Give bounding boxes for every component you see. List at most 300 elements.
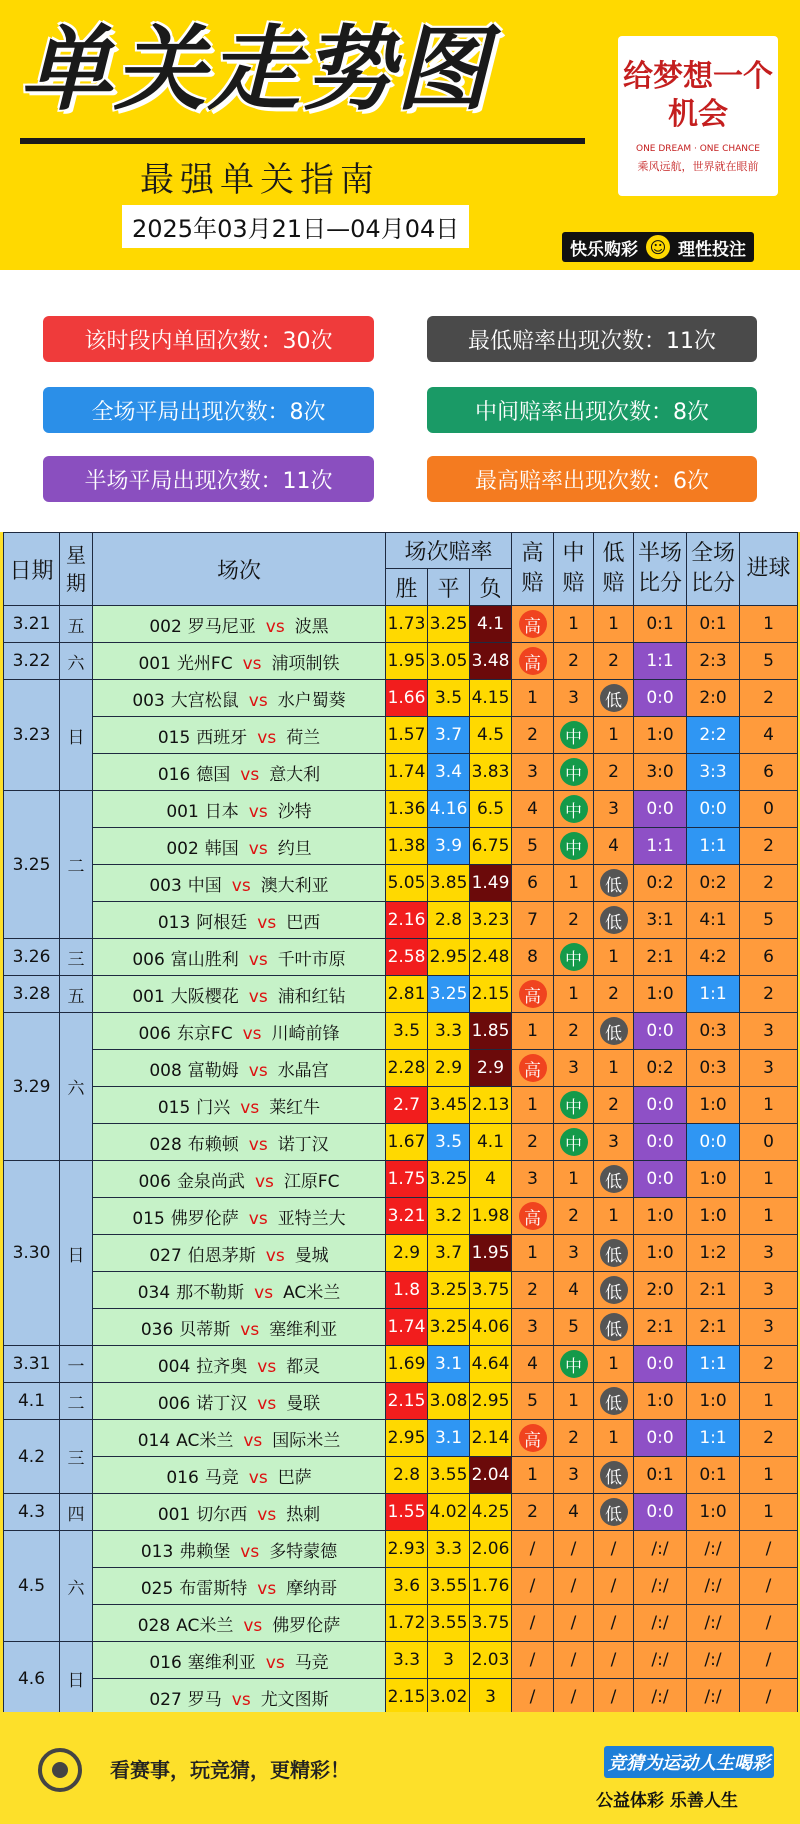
lottery-logo: 竞猜为运动人生喝彩: [604, 1746, 774, 1778]
result-high: /: [512, 1642, 554, 1679]
odds-lose: 4.5: [470, 717, 512, 754]
slogan-right: 理性投注: [678, 239, 746, 260]
result-mid: [554, 1124, 594, 1161]
col-half: 半场比分: [634, 533, 687, 606]
table-row: [4, 1642, 798, 1679]
half-score: 3:1: [634, 902, 687, 939]
high-badge: 高: [519, 647, 547, 675]
vs-label: vs: [265, 1245, 285, 1266]
home-team: 马竞: [204, 1467, 239, 1488]
result-low: 1: [594, 606, 634, 643]
row-date: 3.29: [4, 1013, 60, 1161]
vs-label: vs: [240, 1319, 260, 1340]
odds-win: 1.66: [386, 680, 428, 717]
odds-draw: 3.9: [428, 828, 470, 865]
odds-win: 2.15: [386, 1383, 428, 1420]
odds-win: 2.95: [386, 1420, 428, 1457]
result-high: 3: [512, 1161, 554, 1198]
result-low: 1: [594, 1346, 634, 1383]
home-team: 伯恩茅斯: [187, 1245, 256, 1266]
home-team: 东京FC: [176, 1023, 233, 1044]
vs-label: vs: [248, 1134, 268, 1155]
half-score: 0:1: [634, 1457, 687, 1494]
table-row: [4, 1272, 798, 1309]
match-name: [93, 1457, 386, 1494]
goals-count: 2: [740, 1420, 798, 1457]
stat-full-draw: 全场平局出现次数：8次: [43, 387, 374, 433]
result-mid: [554, 754, 594, 791]
away-team: 浦和红钻: [277, 986, 346, 1007]
half-score: 1:0: [634, 717, 687, 754]
col-week: 星期: [60, 533, 93, 606]
odds-win: 1.55: [386, 1494, 428, 1531]
result-high: 5: [512, 828, 554, 865]
odds-lose: 2.04: [470, 1457, 512, 1494]
match-number: 003: [149, 875, 182, 896]
low-badge: 低: [600, 1313, 628, 1341]
result-mid: 1: [554, 976, 594, 1013]
footer-tagline: 看赛事，玩竞猜，更精彩！: [110, 1758, 350, 1782]
away-team: 尤文图斯: [260, 1689, 329, 1710]
match-number: 001: [132, 986, 165, 1007]
row-week: 日: [60, 1642, 93, 1716]
col-win: 胜: [386, 569, 428, 606]
odds-draw: 2.95: [428, 939, 470, 976]
low-badge: 低: [600, 684, 628, 712]
table-row: [4, 828, 798, 865]
goals-count: 3: [740, 1309, 798, 1346]
half-score: 2:0: [634, 1272, 687, 1309]
row-week: 六: [60, 1013, 93, 1161]
vs-label: vs: [257, 1393, 277, 1414]
low-badge: 低: [600, 1498, 628, 1526]
away-team: 都灵: [286, 1356, 321, 1377]
home-team: 中国: [187, 875, 222, 896]
vs-label: vs: [248, 1467, 268, 1488]
result-mid: [554, 1346, 594, 1383]
vs-label: vs: [243, 1430, 263, 1451]
goals-count: 0: [740, 791, 798, 828]
match-number: 006: [138, 1023, 171, 1044]
odds-draw: 3.3: [428, 1013, 470, 1050]
result-low: 1: [594, 939, 634, 976]
odds-draw: 3.55: [428, 1457, 470, 1494]
odds-draw: 3.45: [428, 1087, 470, 1124]
match-number: 006: [138, 1171, 171, 1192]
away-team: 千叶市原: [277, 949, 346, 970]
full-score: 2:0: [687, 680, 740, 717]
mid-badge: 中: [560, 721, 588, 749]
full-score: 4:2: [687, 939, 740, 976]
table-row: [4, 1087, 798, 1124]
vs-label: vs: [257, 1504, 277, 1525]
odds-draw: 3: [428, 1642, 470, 1679]
stat-middle-odds: 中间赔率出现次数：8次: [427, 387, 757, 433]
mid-badge: 中: [560, 943, 588, 971]
table-row: [4, 902, 798, 939]
low-badge: 低: [600, 1165, 628, 1193]
vs-label: vs: [240, 764, 260, 785]
match-number: 027: [149, 1689, 182, 1710]
result-mid: 1: [554, 606, 594, 643]
odds-draw: 2.9: [428, 1050, 470, 1087]
odds-draw: 3.55: [428, 1568, 470, 1605]
full-score: 2:1: [687, 1309, 740, 1346]
table-row: [4, 1531, 798, 1568]
odds-win: 2.16: [386, 902, 428, 939]
away-team: 约旦: [277, 838, 312, 859]
odds-draw: 3.25: [428, 606, 470, 643]
full-score: 2:2: [687, 717, 740, 754]
low-badge: 低: [600, 1017, 628, 1045]
result-mid: /: [554, 1642, 594, 1679]
match-number: 008: [149, 1060, 182, 1081]
row-week: 日: [60, 680, 93, 791]
low-badge: 低: [600, 1239, 628, 1267]
footer: [0, 1712, 800, 1824]
result-high: [512, 606, 554, 643]
result-mid: 5: [554, 1309, 594, 1346]
odds-lose: 2.9: [470, 1050, 512, 1087]
col-goals: 进球: [740, 533, 798, 606]
odds-win: 1.73: [386, 606, 428, 643]
odds-draw: 3.2: [428, 1198, 470, 1235]
odds-draw: 3.25: [428, 1161, 470, 1198]
result-high: 1: [512, 1457, 554, 1494]
odds-lose: 4.1: [470, 1124, 512, 1161]
vs-label: vs: [240, 1541, 260, 1562]
half-score: 0:0: [634, 791, 687, 828]
away-team: 巴西: [286, 912, 321, 933]
match-name: [93, 1198, 386, 1235]
low-badge: 低: [600, 1387, 628, 1415]
goals-count: 0: [740, 1124, 798, 1161]
vs-label: vs: [240, 1097, 260, 1118]
result-low: 1: [594, 1198, 634, 1235]
odds-win: 2.93: [386, 1531, 428, 1568]
row-week: 二: [60, 791, 93, 939]
home-team: 韩国: [204, 838, 239, 859]
away-team: 水户蜀葵: [277, 690, 346, 711]
result-mid: [554, 717, 594, 754]
whistle-icon: [38, 1748, 82, 1792]
home-team: 布雷斯特: [179, 1578, 248, 1599]
vs-label: vs: [248, 690, 268, 711]
col-low: 低赔: [594, 533, 634, 606]
match-name: [93, 1050, 386, 1087]
odds-win: 1.75: [386, 1161, 428, 1198]
low-badge: 低: [600, 869, 628, 897]
match-name: [93, 1013, 386, 1050]
row-week: 二: [60, 1383, 93, 1420]
odds-win: 1.69: [386, 1346, 428, 1383]
result-high: 2: [512, 1494, 554, 1531]
away-team: 江原FC: [283, 1171, 340, 1192]
odds-draw: 4.16: [428, 791, 470, 828]
goals-count: 1: [740, 1383, 798, 1420]
result-low: 3: [594, 1124, 634, 1161]
goals-count: 1: [740, 1494, 798, 1531]
away-team: 莱红牛: [269, 1097, 321, 1118]
table-row: [4, 754, 798, 791]
match-number: 028: [149, 1134, 182, 1155]
result-low: 1: [594, 1420, 634, 1457]
table-row: [4, 1013, 798, 1050]
match-name: [93, 1605, 386, 1642]
vs-label: vs: [248, 949, 268, 970]
row-week: 六: [60, 1531, 93, 1642]
row-date: 4.6: [4, 1642, 60, 1716]
goals-count: 1: [740, 1198, 798, 1235]
vs-label: vs: [242, 1023, 262, 1044]
odds-draw: 3.85: [428, 865, 470, 902]
match-name: [93, 717, 386, 754]
vs-label: vs: [257, 1356, 277, 1377]
result-high: 4: [512, 1346, 554, 1383]
match-name: [93, 1161, 386, 1198]
result-high: 2: [512, 717, 554, 754]
mid-badge: 中: [560, 832, 588, 860]
result-low: [594, 902, 634, 939]
result-low: [594, 865, 634, 902]
match-number: 006: [132, 949, 165, 970]
table-row: [4, 1235, 798, 1272]
result-high: 5: [512, 1383, 554, 1420]
vs-label: vs: [254, 1171, 274, 1192]
half-score: 0:0: [634, 1346, 687, 1383]
row-date: 4.1: [4, 1383, 60, 1420]
result-low: /: [594, 1605, 634, 1642]
half-score: /:/: [634, 1679, 687, 1716]
half-score: 0:0: [634, 1161, 687, 1198]
result-low: [594, 1013, 634, 1050]
result-high: 1: [512, 1235, 554, 1272]
result-high: 6: [512, 865, 554, 902]
vs-label: vs: [257, 1578, 277, 1599]
full-score: /:/: [687, 1605, 740, 1642]
row-date: 4.2: [4, 1420, 60, 1494]
odds-draw: 3.25: [428, 1309, 470, 1346]
full-score: 0:2: [687, 865, 740, 902]
result-low: /: [594, 1568, 634, 1605]
odds-draw: 3.55: [428, 1605, 470, 1642]
vs-label: vs: [231, 1689, 251, 1710]
row-week: 六: [60, 643, 93, 680]
vs-label: vs: [248, 1208, 268, 1229]
odds-draw: 3.05: [428, 643, 470, 680]
goals-count: /: [740, 1568, 798, 1605]
col-match: 场次: [93, 533, 386, 606]
row-date: 3.22: [4, 643, 60, 680]
row-date: 3.30: [4, 1161, 60, 1346]
result-low: [594, 1272, 634, 1309]
stat-lowest-odds: 最低赔率出现次数：11次: [427, 316, 757, 362]
odds-lose: 4.06: [470, 1309, 512, 1346]
match-name: [93, 902, 386, 939]
away-team: 沙特: [277, 801, 312, 822]
odds-draw: 3.25: [428, 1272, 470, 1309]
match-name: [93, 1309, 386, 1346]
odds-lose: 2.06: [470, 1531, 512, 1568]
half-score: 0:0: [634, 1494, 687, 1531]
half-score: 0:0: [634, 1087, 687, 1124]
odds-lose: 1.85: [470, 1013, 512, 1050]
result-high: [512, 1420, 554, 1457]
away-team: 曼城: [294, 1245, 329, 1266]
match-number: 015: [132, 1208, 165, 1229]
mid-badge: 中: [560, 795, 588, 823]
odds-win: 1.38: [386, 828, 428, 865]
match-number: 001: [157, 1504, 191, 1525]
odds-lose: 1.49: [470, 865, 512, 902]
result-mid: /: [554, 1568, 594, 1605]
odds-lose: 3.75: [470, 1605, 512, 1642]
odds-draw: 3.08: [428, 1383, 470, 1420]
match-name: [93, 680, 386, 717]
odds-win: 2.15: [386, 1679, 428, 1716]
result-low: 2: [594, 643, 634, 680]
vs-label: vs: [257, 912, 277, 933]
odds-draw: 3.1: [428, 1420, 470, 1457]
goals-count: 2: [740, 680, 798, 717]
half-score: 1:1: [634, 643, 687, 680]
half-score: 0:0: [634, 1420, 687, 1457]
result-low: 2: [594, 754, 634, 791]
table-row: [4, 1124, 798, 1161]
away-team: 亚特兰大: [277, 1208, 346, 1229]
result-mid: 2: [554, 1420, 594, 1457]
match-name: [93, 1494, 386, 1531]
match-name: [93, 1235, 386, 1272]
result-mid: 3: [554, 1457, 594, 1494]
odds-win: 3.6: [386, 1568, 428, 1605]
odds-draw: 3.3: [428, 1531, 470, 1568]
odds-lose: 6.75: [470, 828, 512, 865]
home-team: 拉齐奥: [196, 1356, 248, 1377]
logo-english-text: ONE DREAM · ONE CHANCE: [635, 144, 760, 154]
odds-draw: 2.8: [428, 902, 470, 939]
result-mid: 2: [554, 902, 594, 939]
home-team: 贝蒂斯: [179, 1319, 231, 1340]
match-number: 003: [132, 690, 165, 711]
goals-count: /: [740, 1605, 798, 1642]
half-score: 0:1: [634, 606, 687, 643]
table-row: [4, 976, 798, 1013]
odds-win: 2.9: [386, 1235, 428, 1272]
title-underline: [20, 138, 585, 144]
goals-count: 3: [740, 1013, 798, 1050]
result-low: [594, 1235, 634, 1272]
home-team: 门兴: [196, 1097, 231, 1118]
match-name: [93, 828, 386, 865]
away-team: 波黑: [294, 616, 329, 637]
stat-half-draw: 半场平局出现次数：11次: [43, 456, 374, 502]
match-name: [93, 1420, 386, 1457]
half-score: 1:0: [634, 1235, 687, 1272]
home-team: 金泉尚武: [176, 1171, 245, 1192]
result-mid: 3: [554, 680, 594, 717]
goals-count: 6: [740, 754, 798, 791]
page-subtitle: 最强单关指南: [140, 160, 380, 200]
goals-count: 1: [740, 1161, 798, 1198]
match-name: [93, 1642, 386, 1679]
result-mid: [554, 1087, 594, 1124]
full-score: 0:1: [687, 1457, 740, 1494]
table-row: [4, 1383, 798, 1420]
half-score: 2:1: [634, 939, 687, 976]
table-row: [4, 791, 798, 828]
odds-lose: 3.75: [470, 1272, 512, 1309]
table-row: [4, 643, 798, 680]
goals-count: 4: [740, 717, 798, 754]
result-high: 1: [512, 680, 554, 717]
vs-label: vs: [231, 875, 251, 896]
match-name: [93, 1568, 386, 1605]
row-date: 4.3: [4, 1494, 60, 1531]
match-number: 015: [157, 1097, 191, 1118]
home-team: 布赖顿: [187, 1134, 239, 1155]
result-high: 1: [512, 1013, 554, 1050]
result-low: /: [594, 1679, 634, 1716]
col-draw: 平: [428, 569, 470, 606]
odds-win: 1.74: [386, 754, 428, 791]
result-high: /: [512, 1679, 554, 1716]
match-name: [93, 1087, 386, 1124]
row-date: 3.31: [4, 1346, 60, 1383]
match-number: 001: [166, 801, 199, 822]
result-mid: 2: [554, 1198, 594, 1235]
result-low: [594, 680, 634, 717]
result-high: [512, 976, 554, 1013]
trend-table: [3, 532, 798, 1716]
row-date: 4.5: [4, 1531, 60, 1642]
odds-win: 1.72: [386, 1605, 428, 1642]
mid-badge: 中: [560, 1128, 588, 1156]
home-team: 大阪樱花: [170, 986, 239, 1007]
odds-win: 2.28: [386, 1050, 428, 1087]
away-team: 荷兰: [286, 727, 321, 748]
match-number: 025: [140, 1578, 174, 1599]
half-score: /:/: [634, 1531, 687, 1568]
full-score: 1:0: [687, 1161, 740, 1198]
full-score: 2:3: [687, 643, 740, 680]
half-score: 1:0: [634, 1198, 687, 1235]
row-week: 五: [60, 976, 93, 1013]
away-team: 川崎前锋: [271, 1023, 340, 1044]
home-team: AC米兰: [176, 1430, 234, 1451]
odds-lose: 4.64: [470, 1346, 512, 1383]
goals-count: /: [740, 1642, 798, 1679]
full-score: 1:2: [687, 1235, 740, 1272]
full-score: 1:1: [687, 1346, 740, 1383]
row-week: 五: [60, 606, 93, 643]
goals-count: 1: [740, 1457, 798, 1494]
table-row: [4, 1568, 798, 1605]
match-number: 002: [166, 838, 199, 859]
result-mid: /: [554, 1531, 594, 1568]
table-row: [4, 1198, 798, 1235]
home-team: 塞维利亚: [187, 1652, 256, 1673]
result-low: [594, 1161, 634, 1198]
result-high: /: [512, 1531, 554, 1568]
full-score: 1:1: [687, 1420, 740, 1457]
table-row: [4, 680, 798, 717]
odds-draw: 3.1: [428, 1346, 470, 1383]
row-week: 一: [60, 1346, 93, 1383]
odds-lose: 4: [470, 1161, 512, 1198]
odds-lose: 4.25: [470, 1494, 512, 1531]
home-team: 西班牙: [196, 727, 248, 748]
